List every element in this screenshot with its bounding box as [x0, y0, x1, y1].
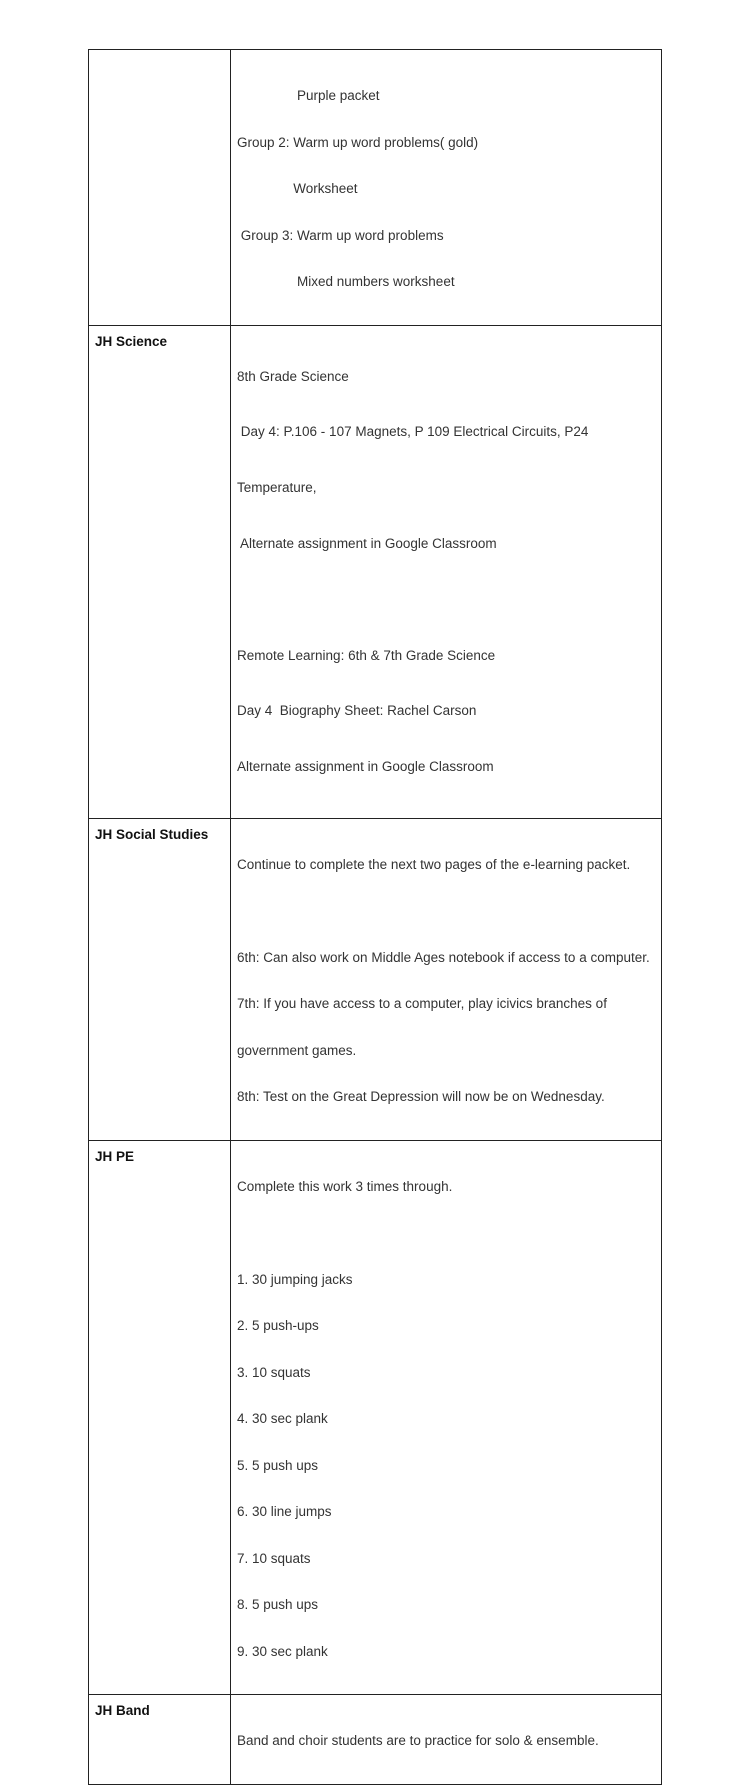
assignment-cell	[231, 1695, 662, 1785]
subject-label: JH PE	[95, 1148, 135, 1164]
table-row	[89, 1695, 662, 1785]
assignment-line: Alternate assignment in Google Classroom	[237, 759, 494, 775]
subject-label: JH Band	[95, 1703, 150, 1719]
assignment-cell	[231, 50, 662, 326]
assignment-line: 7th: If you have access to a computer, play icivics branches of	[237, 996, 607, 1012]
table-row	[89, 50, 662, 326]
assignment-line: Remote Learning: 6th & 7th Grade Science	[237, 647, 496, 663]
subject-label	[89, 50, 230, 58]
assignment-line: 8th: Test on the Great Depression will now be on Wednesday.	[237, 1089, 605, 1105]
subject-cell	[89, 325, 231, 818]
assignment-text	[231, 326, 661, 818]
subject-cell	[89, 1695, 231, 1785]
assignment-text	[231, 1695, 661, 1784]
assignment-line: 2. 5 push-ups	[237, 1318, 319, 1334]
assignment-line: Mixed numbers worksheet	[237, 274, 455, 289]
subject-cell	[89, 1140, 231, 1695]
table-row	[89, 325, 662, 818]
assignment-line: 8. 5 push ups	[237, 1597, 319, 1613]
table-row	[89, 1140, 662, 1695]
subject-label: JH Social Studies	[95, 826, 209, 842]
assignment-line: Group 2: Warm up word problems( gold)	[237, 134, 479, 150]
assignment-line: 4. 30 sec plank	[237, 1411, 328, 1427]
assignment-line: Day 4 Biography Sheet: Rachel Carson	[237, 703, 477, 719]
assignment-line: Group 3: Warm up word problems	[237, 227, 444, 243]
assignment-cell	[231, 1140, 662, 1695]
assignment-line: 6th: Can also work on Middle Ages notebook if access to a computer.	[237, 949, 650, 965]
assignment-line	[237, 903, 657, 919]
assignment-line: Purple packet	[237, 88, 380, 103]
assignment-line: 5. 5 push ups	[237, 1457, 319, 1473]
assignment-table	[88, 49, 662, 1785]
assignment-line: government games.	[237, 1042, 357, 1058]
assignment-line: Alternate assignment in Google Classroom	[237, 536, 497, 552]
assignment-line: 8th Grade Science	[237, 368, 349, 384]
assignment-line: Temperature,	[237, 480, 317, 496]
assignment-line: Continue to complete the next two pages of the e-learning packet.	[237, 856, 631, 872]
table-row	[89, 818, 662, 1140]
subject-cell	[89, 818, 231, 1140]
assignment-line: Day 4: P.106 - 107 Magnets, P 109 Electrical Circuits, P24	[237, 424, 589, 440]
subject-label: JH Science	[95, 333, 168, 349]
assignment-line: Complete this work 3 times through.	[237, 1178, 453, 1194]
assignment-line: 9. 30 sec plank	[237, 1643, 328, 1659]
assignment-line	[237, 591, 657, 610]
assignment-line: 1. 30 jumping jacks	[237, 1271, 353, 1287]
assignment-line: 6. 30 line jumps	[237, 1504, 332, 1520]
assignment-line: 3. 10 squats	[237, 1364, 311, 1380]
assignment-line: Worksheet	[237, 181, 358, 196]
assignment-cell	[231, 818, 662, 1140]
subject-cell	[89, 50, 231, 326]
assignment-line	[237, 1225, 657, 1241]
assignment-text	[231, 819, 661, 1140]
assignment-text	[231, 50, 661, 325]
assignment-line: Band and choir students are to practice for solo & ensemble.	[237, 1733, 599, 1749]
assignment-cell	[231, 325, 662, 818]
assignment-text	[231, 1141, 661, 1695]
assignment-line: 7. 10 squats	[237, 1550, 311, 1566]
